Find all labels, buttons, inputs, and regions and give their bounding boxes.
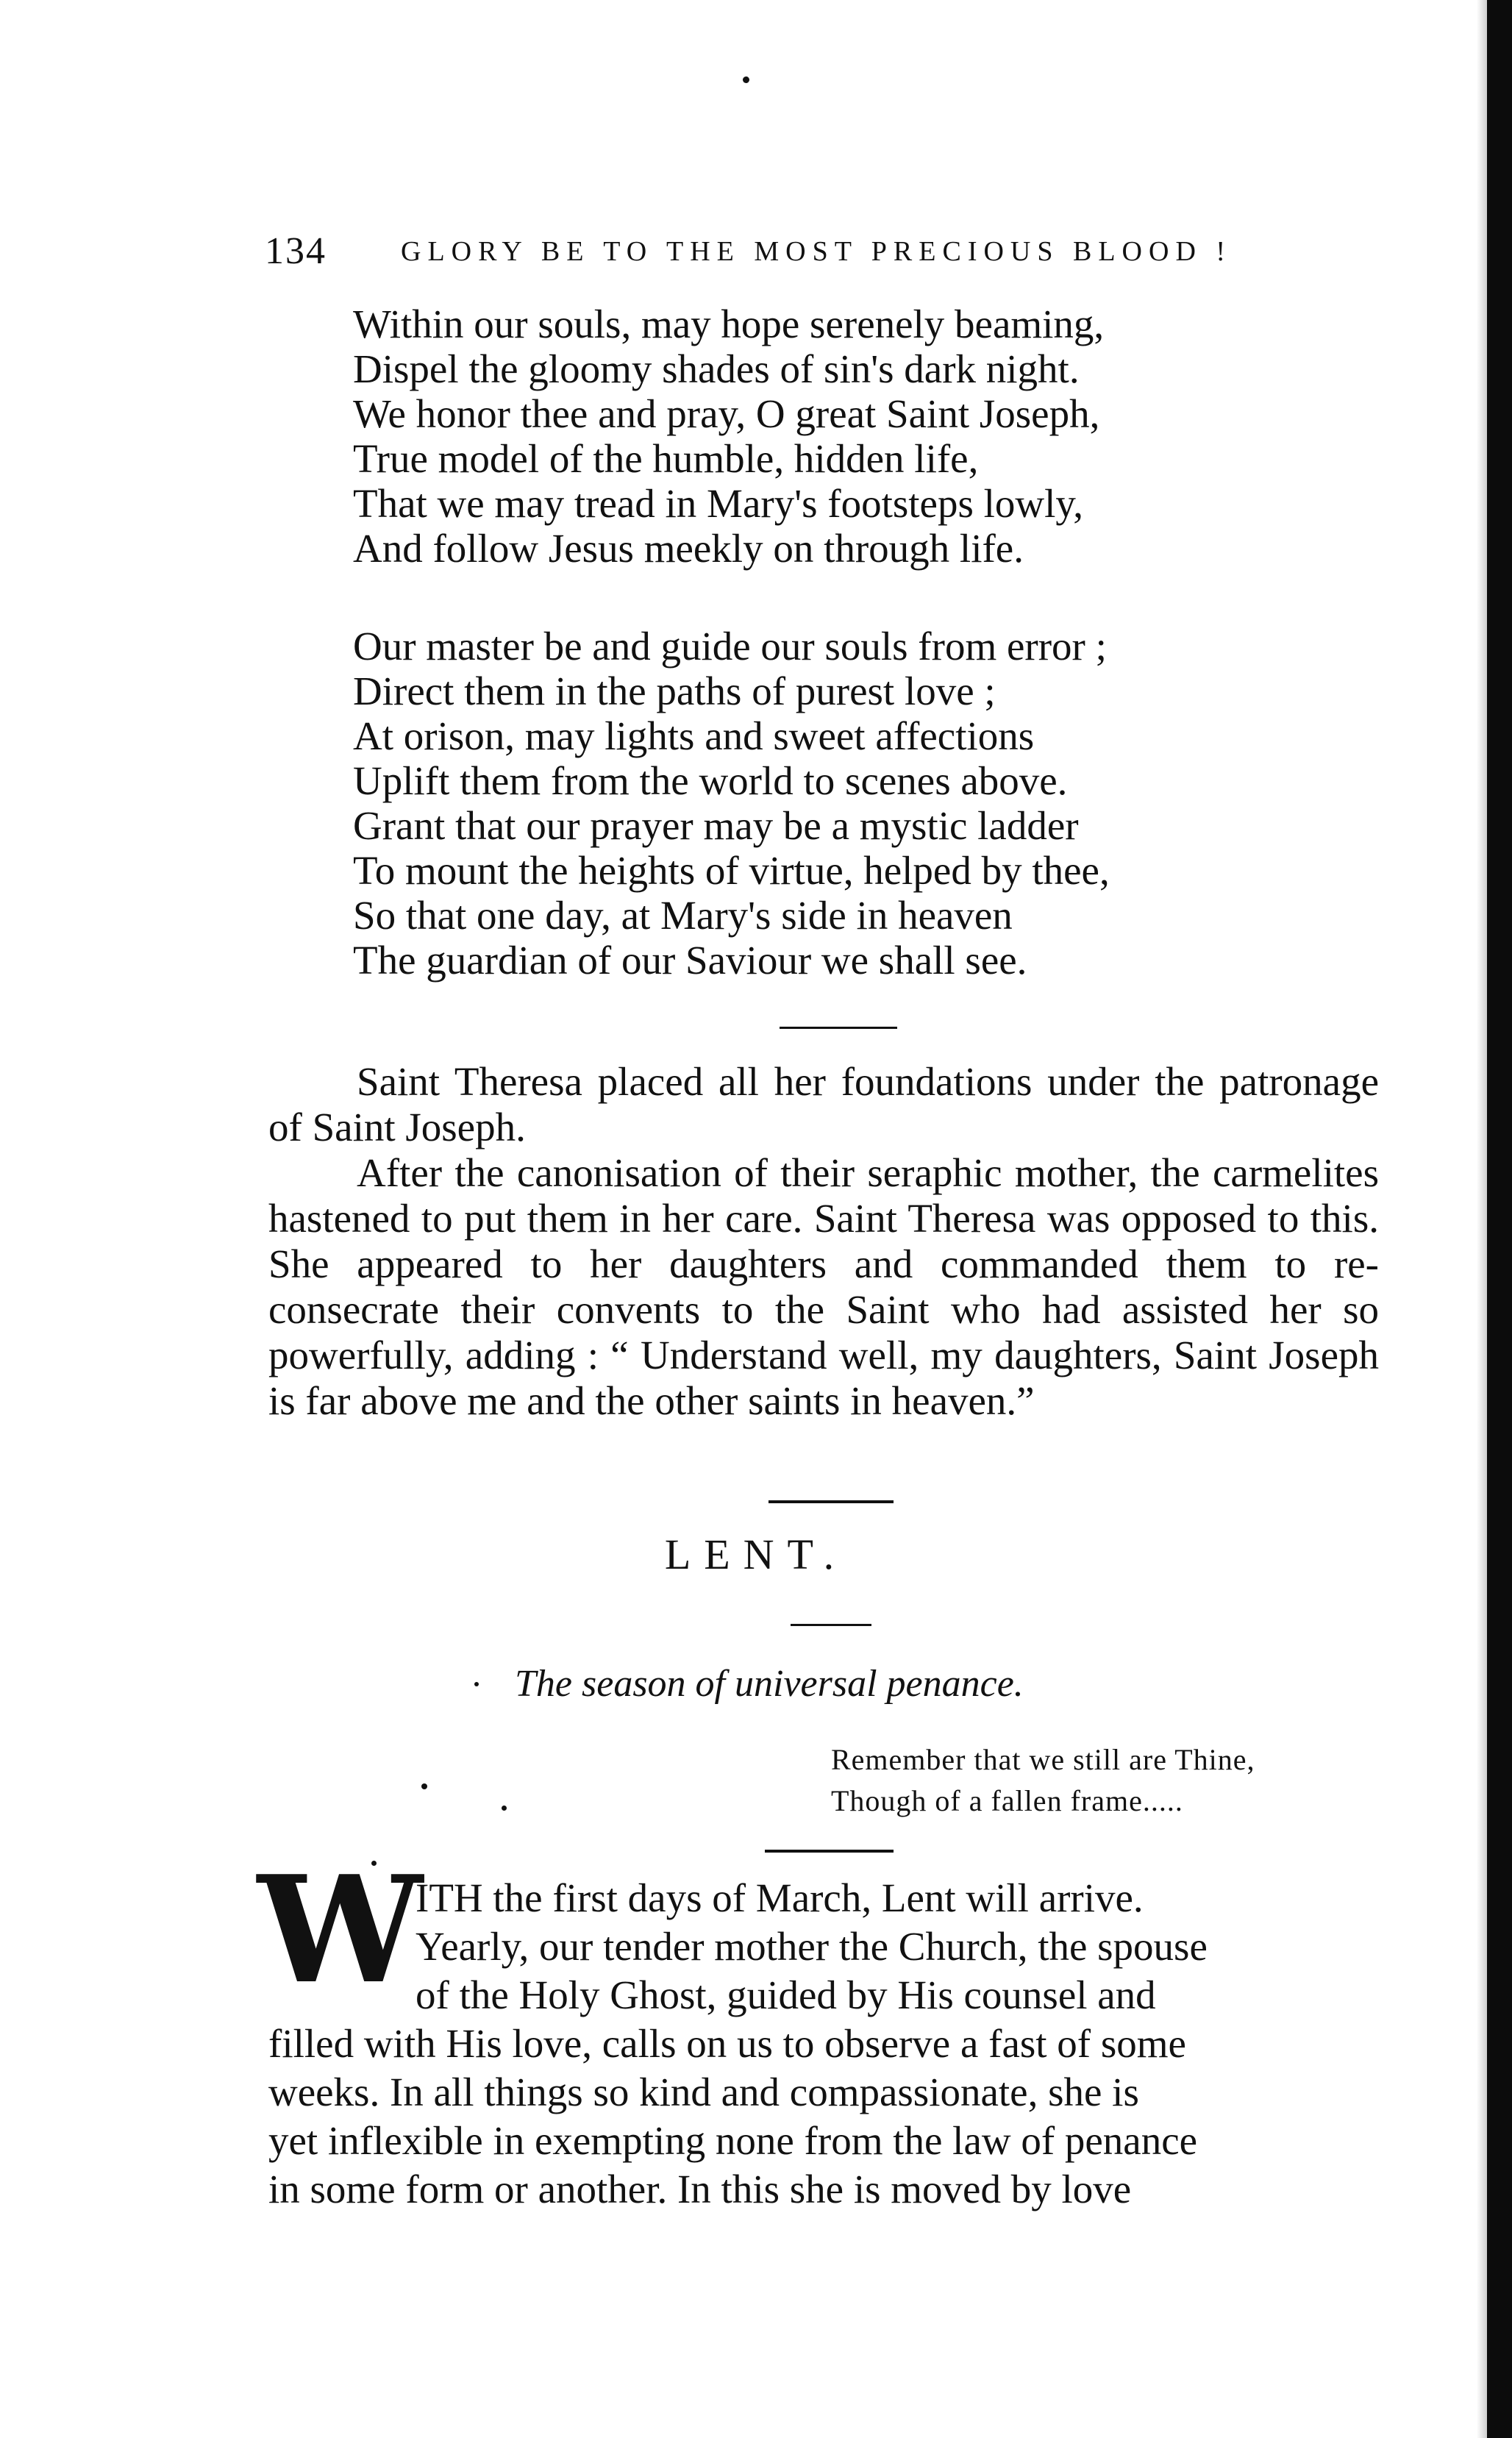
body-text — [268, 1874, 1379, 2214]
prose-section — [268, 1059, 1379, 1424]
running-title: GLORY BE TO THE MOST PRECIOUS BLOOD ! — [401, 236, 1233, 267]
page-number: 134 — [265, 230, 327, 272]
verse-line: Dispel the gloomy shades of sin's dark night. — [353, 346, 1080, 391]
ink-speck — [474, 1682, 479, 1686]
page-edge-shadow — [1477, 0, 1487, 2438]
body-line: Yearly, our tender mother the Church, the spouse — [416, 1924, 1208, 1969]
body-line: yet inflexible in exempting none from the law of penance — [268, 2118, 1198, 2163]
body-line: in some form or another. In this she is moved by love — [268, 2167, 1132, 2211]
verse-stanza-1 — [353, 302, 1104, 571]
body-line: filled with His love, calls on us to observe a fast of some — [268, 2021, 1186, 2066]
verse-stanza-2 — [353, 624, 1110, 983]
epigraph-line: Remember that we still are Thine, — [831, 1743, 1255, 1776]
verse-line: Our master be and guide our souls from error ; — [353, 624, 1107, 669]
verse-line: And follow Jesus meekly on through life. — [353, 526, 1024, 571]
verse-line: True model of the humble, hidden life, — [353, 436, 979, 481]
section-title: LENT. — [664, 1530, 848, 1578]
divider-rule — [791, 1624, 871, 1626]
divider-rule — [780, 1027, 897, 1029]
verse-line: That we may tread in Mary's footsteps lowly, — [353, 481, 1084, 526]
drop-cap-letter: W — [257, 1844, 423, 2017]
ink-speck — [502, 1806, 507, 1811]
verse-line: Uplift them from the world to scenes above. — [353, 758, 1068, 803]
paragraph: After the canonisation of their seraphic mother, the carmelites hastened to put them in her care. Saint Theresa was opposed to this. She appeared to her daughters and commanded them to re-consecrate their convents to the Saint who had assisted her so powerfully, adding : “ Understand well, my daughters, Saint Joseph is far above me and the other saints in heaven.” — [268, 1150, 1379, 1423]
verse-line: Within our souls, may hope serenely beaming, — [353, 302, 1105, 346]
verse-line: The guardian of our Saviour we shall see. — [353, 938, 1027, 983]
verse-line: We honor thee and pray, O great Saint Joseph, — [353, 391, 1100, 436]
epigraph-line: Though of a fallen frame..... — [831, 1784, 1183, 1817]
divider-rule — [769, 1500, 894, 1503]
divider-rule — [765, 1850, 894, 1853]
verse-line: Grant that our prayer may be a mystic ladder — [353, 803, 1079, 848]
body-line: weeks. In all things so kind and compassionate, she is — [268, 2070, 1139, 2114]
verse-line: At orison, may lights and sweet affections — [353, 713, 1035, 758]
body-line: of the Holy Ghost, guided by His counsel and — [416, 1972, 1156, 2017]
section-subtitle: The season of universal penance. — [515, 1663, 1024, 1705]
epigraph — [831, 1739, 1255, 1822]
body-line: ITH the first days of March, Lent will arrive. — [416, 1875, 1144, 1920]
verse-line: So that one day, at Mary's side in heaven — [353, 893, 1013, 938]
verse-line: To mount the heights of virtue, helped by thee, — [353, 848, 1110, 893]
ink-speck — [421, 1783, 427, 1789]
paragraph: Saint Theresa placed all her foundations under the patronage of Saint Joseph. — [268, 1059, 1379, 1150]
running-header — [265, 229, 1265, 281]
ink-speck — [743, 76, 749, 83]
scan-edge-border — [1487, 0, 1512, 2438]
verse-line: Direct them in the paths of purest love ; — [353, 669, 996, 713]
